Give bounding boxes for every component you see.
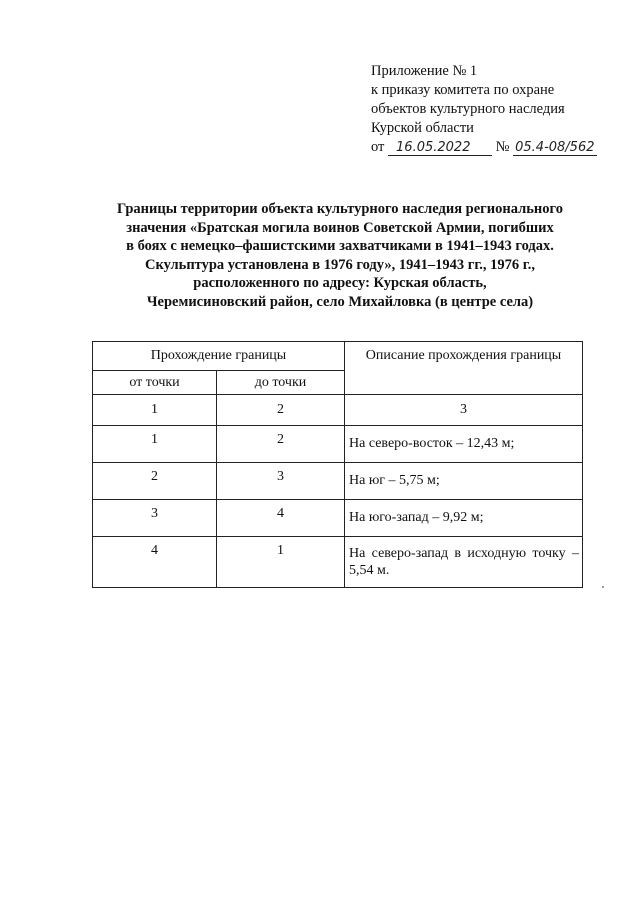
cell-from: 3 xyxy=(93,500,217,537)
title-line: в боях с немецко–фашистскими захватчиками в 1941–1943 годах. xyxy=(126,238,554,255)
title-line: Черемисиновский район, село Михайловка (в центре села) xyxy=(146,293,534,310)
header-description: Описание прохождения границы xyxy=(345,342,583,395)
table-row xyxy=(93,463,583,500)
title-line: Границы территории объекта культурного наследия регионального xyxy=(117,201,563,217)
column-number: 1 xyxy=(93,395,217,426)
date-prefix: от xyxy=(371,139,385,155)
header-from-point: от точки xyxy=(93,371,217,395)
scan-speck xyxy=(602,586,604,588)
cell-to: 2 xyxy=(217,426,345,463)
cell-description: На северо-восток – 12,43 м; xyxy=(345,426,583,463)
cell-to: 3 xyxy=(217,463,345,500)
column-number: 2 xyxy=(217,395,345,426)
table-row xyxy=(93,426,583,463)
header-boundary-passage: Прохождение границы xyxy=(93,342,345,371)
cell-description: На юго-запад – 9,92 м; xyxy=(345,500,583,537)
column-number: 3 xyxy=(345,395,583,426)
appendix-committee-line: объектов культурного наследия xyxy=(371,101,565,117)
order-date: 16.05.2022 xyxy=(388,140,492,156)
cell-from: 1 xyxy=(93,426,217,463)
cell-description: На северо-запад в исходную точку – 5,54 м. xyxy=(345,537,583,588)
appendix-title: Приложение № 1 xyxy=(371,63,478,79)
number-sign: № xyxy=(495,139,510,155)
cell-to: 4 xyxy=(217,500,345,537)
title-line: Скульптура установлена в 1976 году», 1941–1943 гг., 1976 г., xyxy=(145,256,535,273)
boundary-table xyxy=(92,341,583,588)
table-row xyxy=(93,537,583,588)
table-row xyxy=(93,500,583,537)
cell-to: 1 xyxy=(217,537,345,588)
title-line: расположенного по адресу: Курская область, xyxy=(193,275,487,292)
appendix-order-line: к приказу комитета по охране xyxy=(371,82,555,98)
cell-from: 4 xyxy=(93,537,217,588)
cell-description: На юг – 5,75 м; xyxy=(345,463,583,500)
header-to-point: до точки xyxy=(217,371,345,395)
appendix-block xyxy=(371,62,597,157)
appendix-date-line xyxy=(371,138,597,157)
title-line: значения «Братская могила воинов Советской Армии, погибших xyxy=(126,219,554,236)
cell-from: 2 xyxy=(93,463,217,500)
order-number: 05.4-08/562 xyxy=(515,140,595,155)
document-title xyxy=(60,200,620,312)
appendix-region-line: Курской области xyxy=(371,120,474,136)
